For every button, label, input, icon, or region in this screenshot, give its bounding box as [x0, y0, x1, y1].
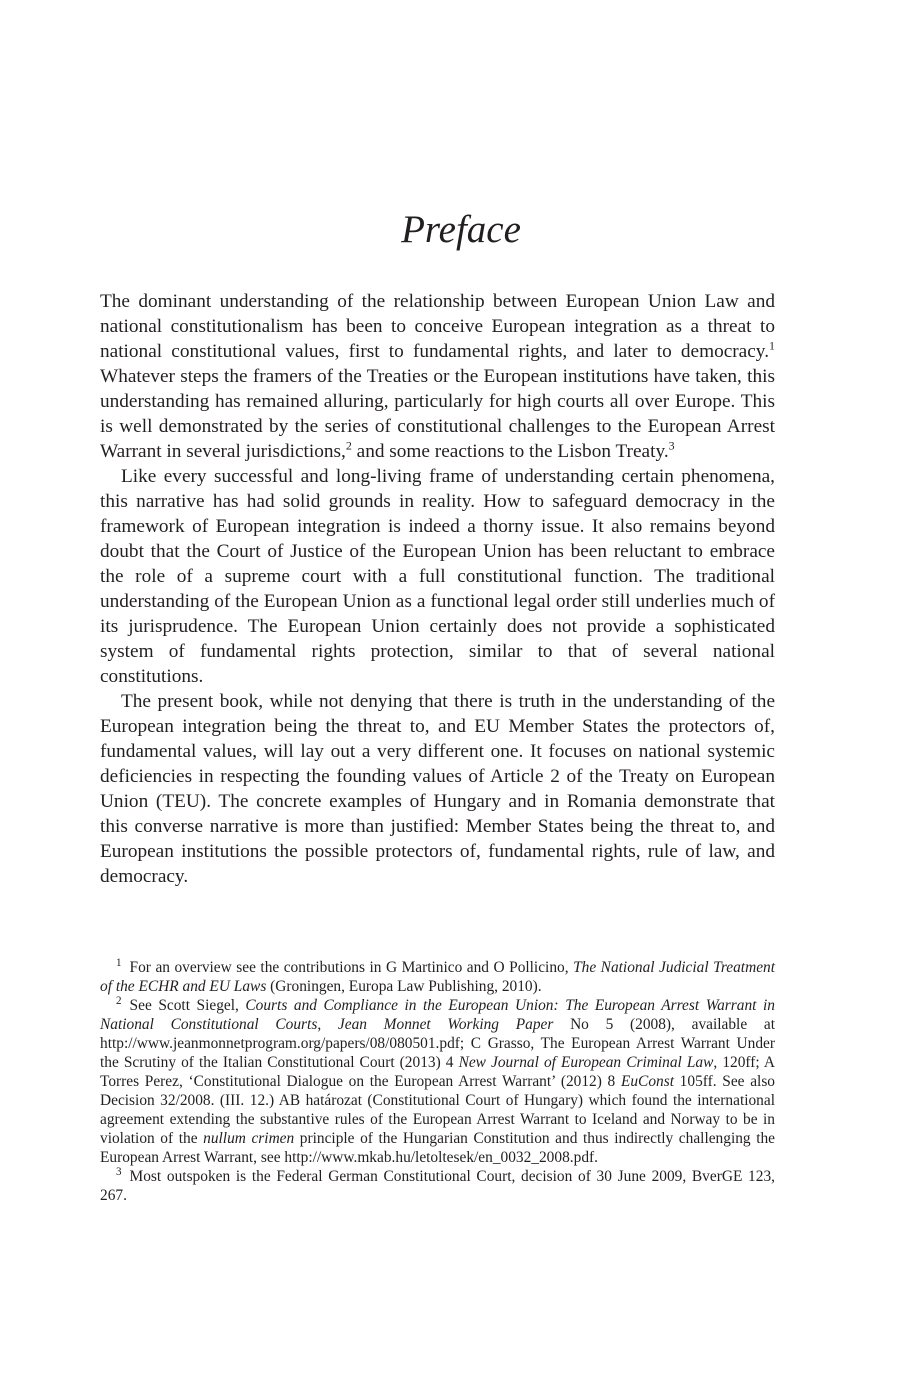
- footnotes: [100, 958, 775, 1205]
- footnote-text: , 120ff; A Torres Perez, ‘Constitutional Dialogue on the European Arrest Warrant’ (2012) 8: [100, 1054, 775, 1090]
- footnote-ref-2: 2: [345, 438, 352, 453]
- footnote-text: ,: [317, 1016, 338, 1033]
- footnote-number: 1: [116, 956, 122, 969]
- footnote-text: (Groningen, Europa Law Publishing, 2010).: [266, 978, 542, 995]
- footnote-number: 2: [116, 994, 122, 1007]
- footnote-text: See Scott Siegel,: [129, 997, 246, 1014]
- footnote-ref-1: 1: [769, 338, 775, 353]
- paragraph-1: [100, 289, 775, 464]
- paragraph-1-text-c: and some reactions to the Lisbon Treaty.: [351, 441, 669, 462]
- body-text: [100, 289, 775, 889]
- footnote-text: Most outspoken is the Federal German Constitutional Court, decision of 30 June 2009, BverGE 123, 267.: [100, 1168, 775, 1204]
- paragraph-1-text-b: Whatever steps the framers of the Treaties or the European institutions have taken, this understanding has remained alluring, particularly for high courts all over Europe. This is well demonstrated by the series of constitutional challenges to the European Arrest Warrant in several jurisdictions,: [100, 366, 775, 462]
- footnote-italic-title: Jean Monnet Working Paper: [337, 1016, 554, 1033]
- footnote-3: [100, 1167, 775, 1205]
- footnote-text: 105ff. See also Decision 32/2008. (III. 12.) AB határozat (Constitutional Court of Hungary) which found the international agreement extending the substantive rules of the European Arrest Warrant to Iceland and Norway to be in violation of the: [100, 1073, 775, 1147]
- footnote-text: For an overview see the contributions in G Martinico and O Pollicino,: [129, 959, 574, 976]
- footnote-italic-title: Courts and Compliance in the European Union: The European Arrest Warrant in National Constitutional Courts: [100, 997, 775, 1033]
- footnote-2: [100, 996, 775, 1167]
- footnote-text: principle of the Hungarian Constitution and thus indirectly challenging the European Arrest Warrant, see http://www.mkab.hu/letoltesek/en_0032_2008.pdf.: [100, 1130, 776, 1166]
- page-title: Preface: [401, 208, 521, 251]
- paragraph-1-text-a: The dominant understanding of the relationship between European Union Law and national constitutionalism has been to conceive European integration as a threat to national constitutional values, first to fundamental rights, and later to democracy.: [100, 291, 775, 362]
- footnote-text: No 5 (2008), available at http://www.jeanmonnetprogram.org/papers/08/080501.pdf; C Grasso, The European Arrest Warrant Under the Scrutiny of the Italian Constitutional Court (2013) 4: [100, 1016, 775, 1071]
- footnote-italic-phrase: nullum crimen: [203, 1130, 295, 1147]
- footnote-1: [100, 958, 775, 996]
- paragraph-3: The present book, while not denying that there is truth in the understanding of the European integration being the threat to, and EU Member States the protectors of, fundamental values, will lay out a very different one. It focuses on national systemic deficiencies in respecting the founding values of Article 2 of the Treaty on European Union (TEU). The concrete examples of Hungary and in Romania demonstrate that this converse narrative is more than justified: Member States being the threat to, and European institutions the possible protectors of, fundamental rights, rule of law, and democracy.: [100, 691, 775, 887]
- footnote-number: 3: [116, 1165, 122, 1178]
- paragraph-2: Like every successful and long-living frame of understanding certain phenomena, this narrative has had solid grounds in reality. How to safeguard democracy in the framework of European integration is indeed a thorny issue. It also remains beyond doubt that the Court of Justice of the European Union has been reluctant to embrace the role of a supreme court with a full constitutional function. The traditional understanding of the European Union as a functional legal order still underlies much of its jurisprudence. The European Union certainly does not provide a sophisticated system of fundamental rights protection, similar to that of several national constitutions.: [100, 466, 775, 687]
- footnote-italic-title: New Journal of European Criminal Law: [458, 1054, 714, 1071]
- footnote-italic-title: EuConst: [620, 1073, 674, 1090]
- footnote-ref-3: 3: [668, 438, 675, 453]
- footnote-italic-title: The National Judicial Treatment of the ECHR and EU Laws: [100, 959, 775, 995]
